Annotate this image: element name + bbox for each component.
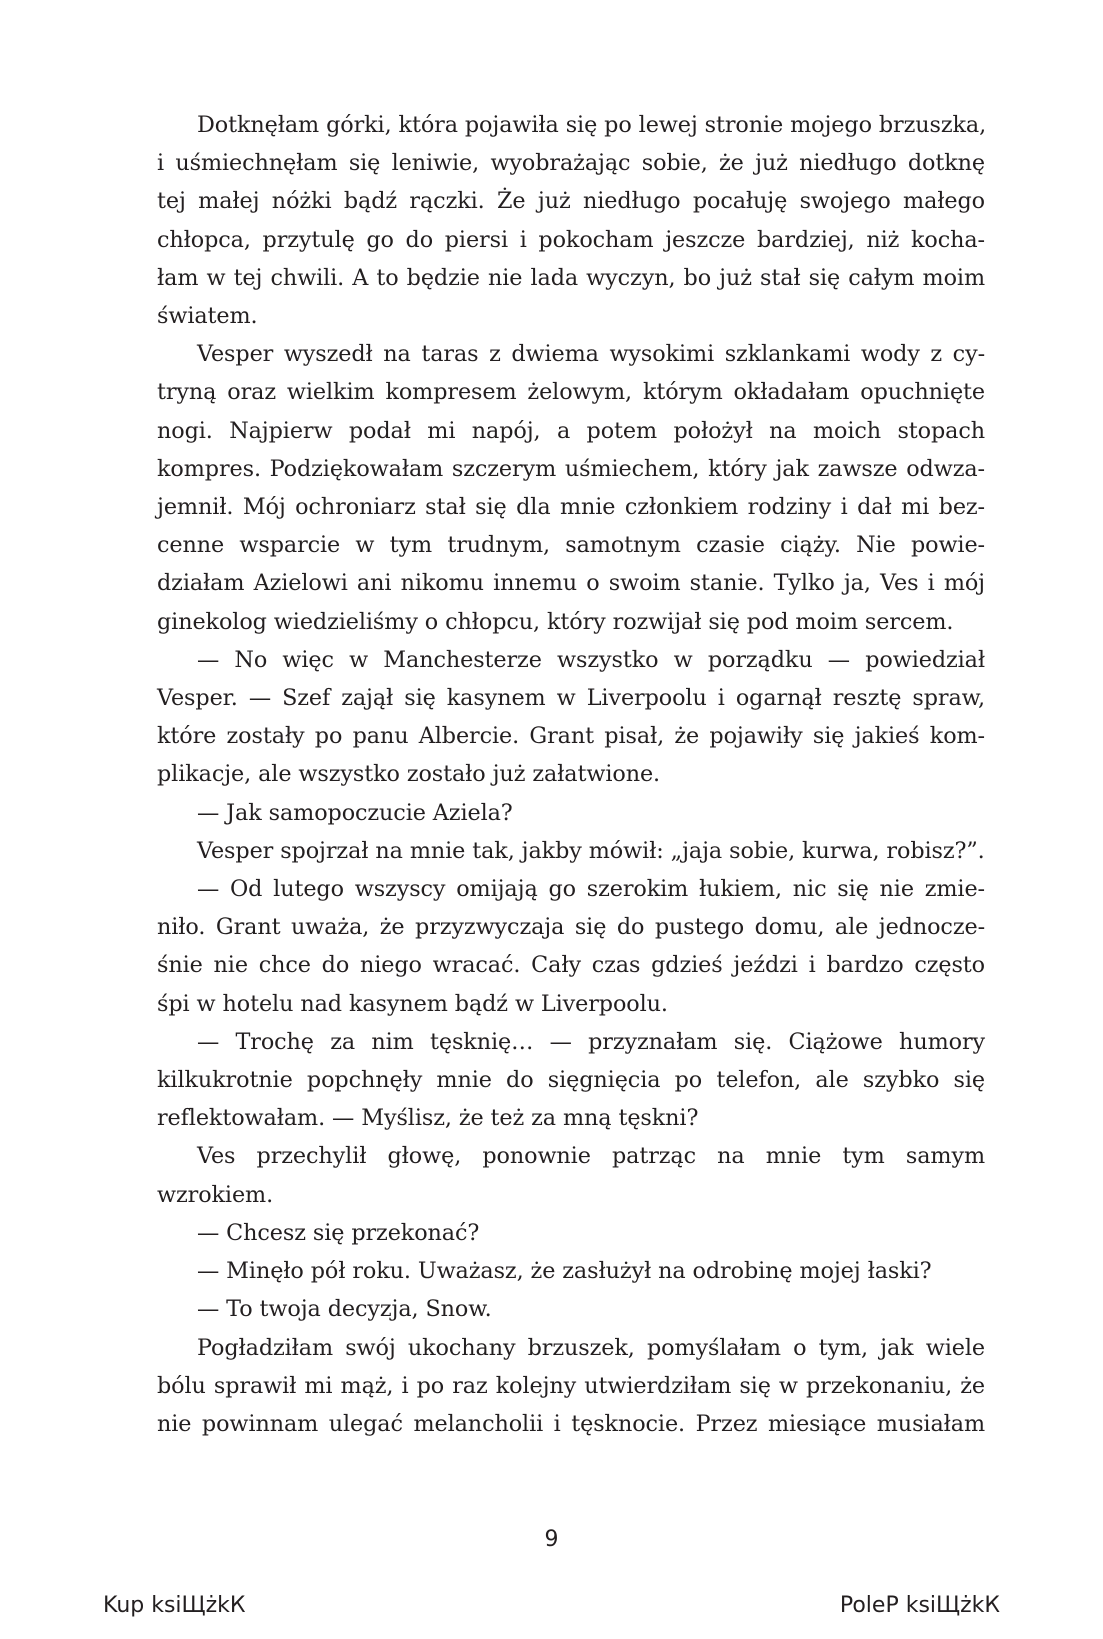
text-line: działam Azielowi ani nikomu innemu o swoim stanie. Tylko ja, Ves i mój	[157, 570, 985, 597]
text-line: — Minęło pół roku. Uważasz, że zasłużył na odrobinę mojej łaski?	[197, 1258, 932, 1285]
text-line: — Jak samopoczucie Aziela?	[197, 799, 513, 826]
page-number: 9	[544, 1527, 559, 1552]
text-line: — Od lutego wszyscy omijają go szerokim łukiem, nic się nie zmie-	[197, 876, 985, 903]
text-line: i uśmiechnęłam się leniwie, wyobrażając sobie, że już niedługo dotknę	[157, 150, 985, 177]
text-line: śpi w hotelu nad kasynem bądź w Liverpoolu.	[157, 990, 668, 1017]
text-line: łam w tej chwili. A to będzie nie lada wyczyn, bo już stał się całym moim	[157, 264, 985, 291]
text-line: Dotknęłam górki, która pojawiła się po lewej stronie mojego brzuszka,	[197, 112, 987, 138]
text-line: nogi. Najpierw podał mi napój, a potem położył na moich stopach	[157, 417, 985, 444]
recommend-book-link[interactable]: PoleР ksiЩżkК	[839, 1593, 1000, 1618]
text-line: światem.	[157, 303, 258, 330]
text-line: reflektowałam. — Myślisz, że też za mną tęskni?	[157, 1105, 699, 1132]
text-line: tej małej nóżki bądź rączki. Że już niedługo pocałuję swojego małego	[157, 188, 985, 215]
text-line: Vesper spojrzał na mnie tak, jakby mówił: „jaja sobie, kurwa, robisz?”.	[197, 837, 985, 864]
text-line: — To twoja decyzja, Snow.	[197, 1296, 492, 1323]
text-line: kilkukrotnie popchnęły mnie do sięgnięcia po telefon, ale szybko się	[157, 1067, 985, 1094]
text-line: Ves przechylił głowę, ponownie patrząc na mnie tym samym	[197, 1143, 985, 1170]
text-line: plikacje, ale wszystko zostało już załatwione.	[157, 761, 661, 788]
text-line: które zostały po panu Albercie. Grant pisał, że pojawiły się jakieś kom-	[157, 723, 985, 750]
text-line: chłopca, przytulę go do piersi i pokocham jeszcze bardziej, niż kocha-	[157, 226, 985, 253]
text-line: — No więc w Manchesterze wszystko w porządku — powiedział	[197, 646, 985, 673]
text-line: cenne wsparcie w tym trudnym, samotnym czasie ciąży. Nie powie-	[157, 532, 985, 559]
text-line: Pogładziłam swój ukochany brzuszek, pomyślałam o tym, jak wiele	[197, 1334, 985, 1361]
text-line: jemnił. Mój ochroniarz stał się dla mnie członkiem rodziny i dał mi bez-	[157, 494, 985, 521]
text-line: Vesper wyszedł na taras z dwiema wysokimi szklankami wody z cy-	[197, 341, 985, 368]
text-line: kompres. Podziękowałam szczerym uśmiechem, który jak zawsze odwza-	[157, 455, 985, 482]
text-line: Vesper. — Szef zajął się kasynem w Liverpoolu i ogarnął resztę spraw,	[157, 685, 985, 712]
text-line: śnie nie chce do niego wracać. Cały czas gdzieś jeździ i bardzo często	[157, 952, 985, 979]
buy-book-link[interactable]: Kup ksiЩżkК	[103, 1593, 246, 1618]
text-line: nie powinnam ulegać melancholii i tęsknocie. Przez miesiące musiałam	[157, 1410, 985, 1437]
page-body-text	[157, 106, 985, 1443]
text-line: niło. Grant uważa, że przyzwyczaja się do pustego domu, ale jednocze-	[157, 914, 985, 941]
text-line: — Chcesz się przekonać?	[197, 1219, 480, 1246]
text-line: wzrokiem.	[157, 1181, 274, 1208]
text-line: bólu sprawił mi mąż, i po raz kolejny utwierdziłam się w przekonaniu, że	[157, 1372, 985, 1399]
text-line: ginekolog wiedzieliśmy o chłopcu, który rozwijał się pod moim sercem.	[157, 608, 954, 635]
text-line: — Trochę za nim tęsknię… — przyznałam się. Ciążowe humory	[197, 1028, 985, 1055]
text-line: tryną oraz wielkim kompresem żelowym, którym okładałam opuchnięte	[157, 379, 985, 406]
